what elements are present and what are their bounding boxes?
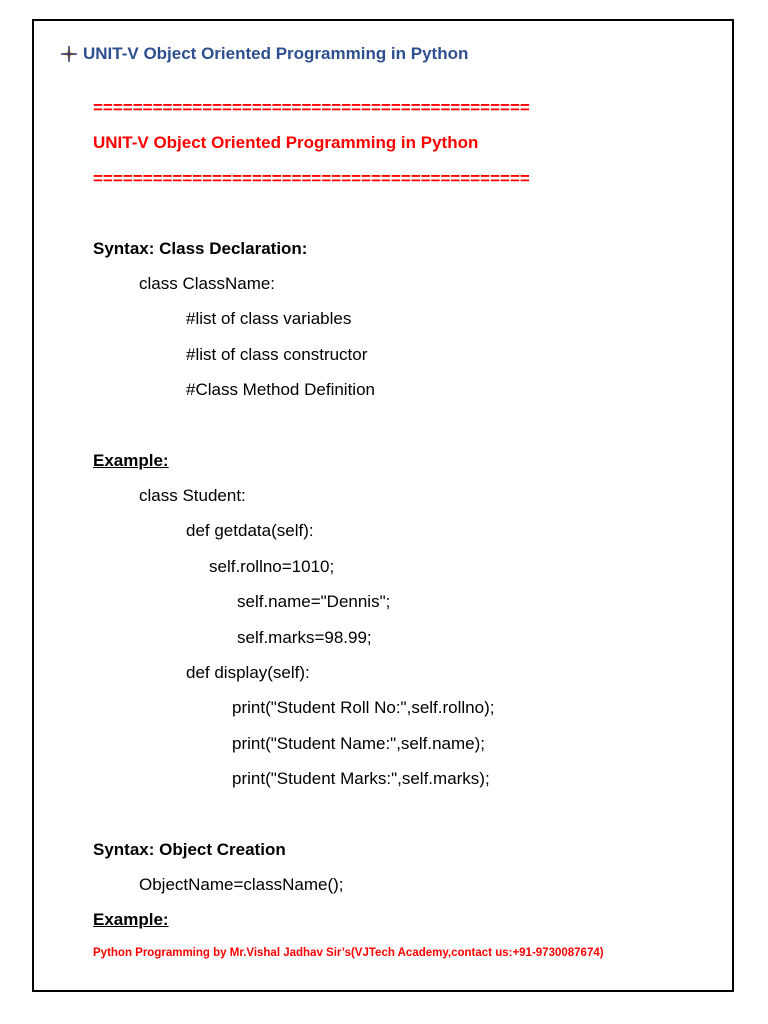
code-line: print("Student Marks:",self.marks); xyxy=(232,769,490,788)
footer-credit: Python Programming by Mr.Vishal Jadhav Sir’s(VJTech Academy,contact us:+91-9730087674) xyxy=(93,947,604,959)
object-creation-heading: Syntax: Object Creation xyxy=(93,840,286,859)
page-header xyxy=(59,44,468,64)
code-line: self.marks=98.99; xyxy=(237,628,372,647)
banner-separator-bottom: ============================================ xyxy=(93,169,530,188)
code-line: #list of class variables xyxy=(186,309,352,328)
banner-separator-top: ============================================ xyxy=(93,98,530,117)
code-line: print("Student Name:",self.name); xyxy=(232,734,486,753)
code-line: self.name="Dennis"; xyxy=(237,592,391,611)
example-heading: Example: xyxy=(93,451,169,470)
code-line: print("Student Roll No:",self.rollno); xyxy=(232,698,495,717)
code-line: #Class Method Definition xyxy=(186,380,375,399)
code-line: class Student: xyxy=(139,486,246,505)
code-line: def display(self): xyxy=(186,663,310,682)
code-line: self.rollno=1010; xyxy=(209,557,335,576)
example-heading-2: Example: xyxy=(93,910,169,929)
code-line: #list of class constructor xyxy=(186,345,368,364)
code-line: def getdata(self): xyxy=(186,521,314,540)
banner-title: UNIT-V Object Oriented Programming in Python xyxy=(93,133,479,152)
class-declaration-heading: Syntax: Class Declaration: xyxy=(93,239,308,258)
code-line: class ClassName: xyxy=(139,274,276,293)
code-line: ObjectName=className(); xyxy=(139,875,344,894)
four-point-star-icon xyxy=(59,44,79,64)
header-title: UNIT-V Object Oriented Programming in Python xyxy=(83,44,469,63)
